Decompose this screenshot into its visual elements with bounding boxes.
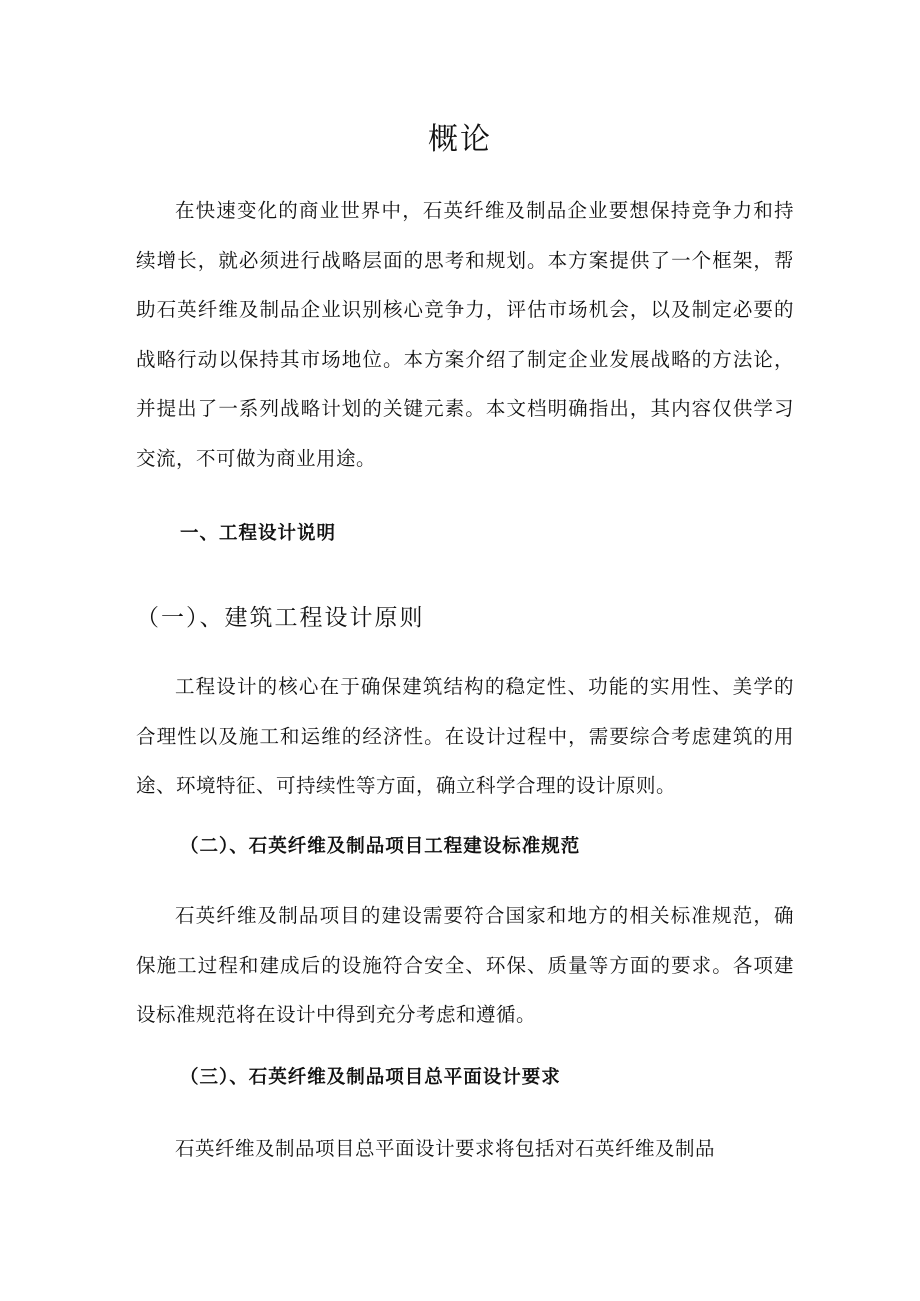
design-principles-paragraph: 工程设计的核心在于确保建筑结构的稳定性、功能的实用性、美学的合理性以及施工和运维的经济性。在设计过程中，需要综合考虑建筑的用途、环境特征、可持续性等方面，确立科学合理的设计原则。 — [136, 675, 794, 797]
subsection-heading-site-plan: （三）、石英纤维及制品项目总平面设计要求 — [180, 1067, 561, 1088]
site-plan-paragraph: 石英纤维及制品项目总平面设计要求将包括对石英纤维及制品 — [175, 1137, 716, 1160]
section-heading-engineering-design: 一、工程设计说明 — [180, 523, 337, 544]
subsection-heading-standards: （二）、石英纤维及制品项目工程建设标准规范 — [180, 836, 581, 857]
standards-paragraph: 石英纤维及制品项目的建设需要符合国家和地方的相关标准规范，确保施工过程和建成后的设施符合安全、环保、质量等方面的要求。各项建设标准规范将在设计中得到充分考虑和遵循。 — [136, 904, 794, 1026]
document-title: 概论 — [428, 122, 492, 157]
intro-paragraph: 在快速变化的商业世界中，石英纤维及制品企业要想保持竞争力和持续增长，就必须进行战略层面的思考和规划。本方案提供了一个框架，帮助石英纤维及制品企业识别核心竞争力，评估市场机会，以及制定必要的战略行动以保持其市场地位。本方案介绍了制定企业发展战略的方法论，并提出了一系列战略计划的关键元素。本文档明确指出，其内容仅供学习交流，不可做为商业用途。 — [136, 199, 794, 470]
subsection-heading-design-principles: （一）、建筑工程设计原则 — [136, 605, 425, 631]
